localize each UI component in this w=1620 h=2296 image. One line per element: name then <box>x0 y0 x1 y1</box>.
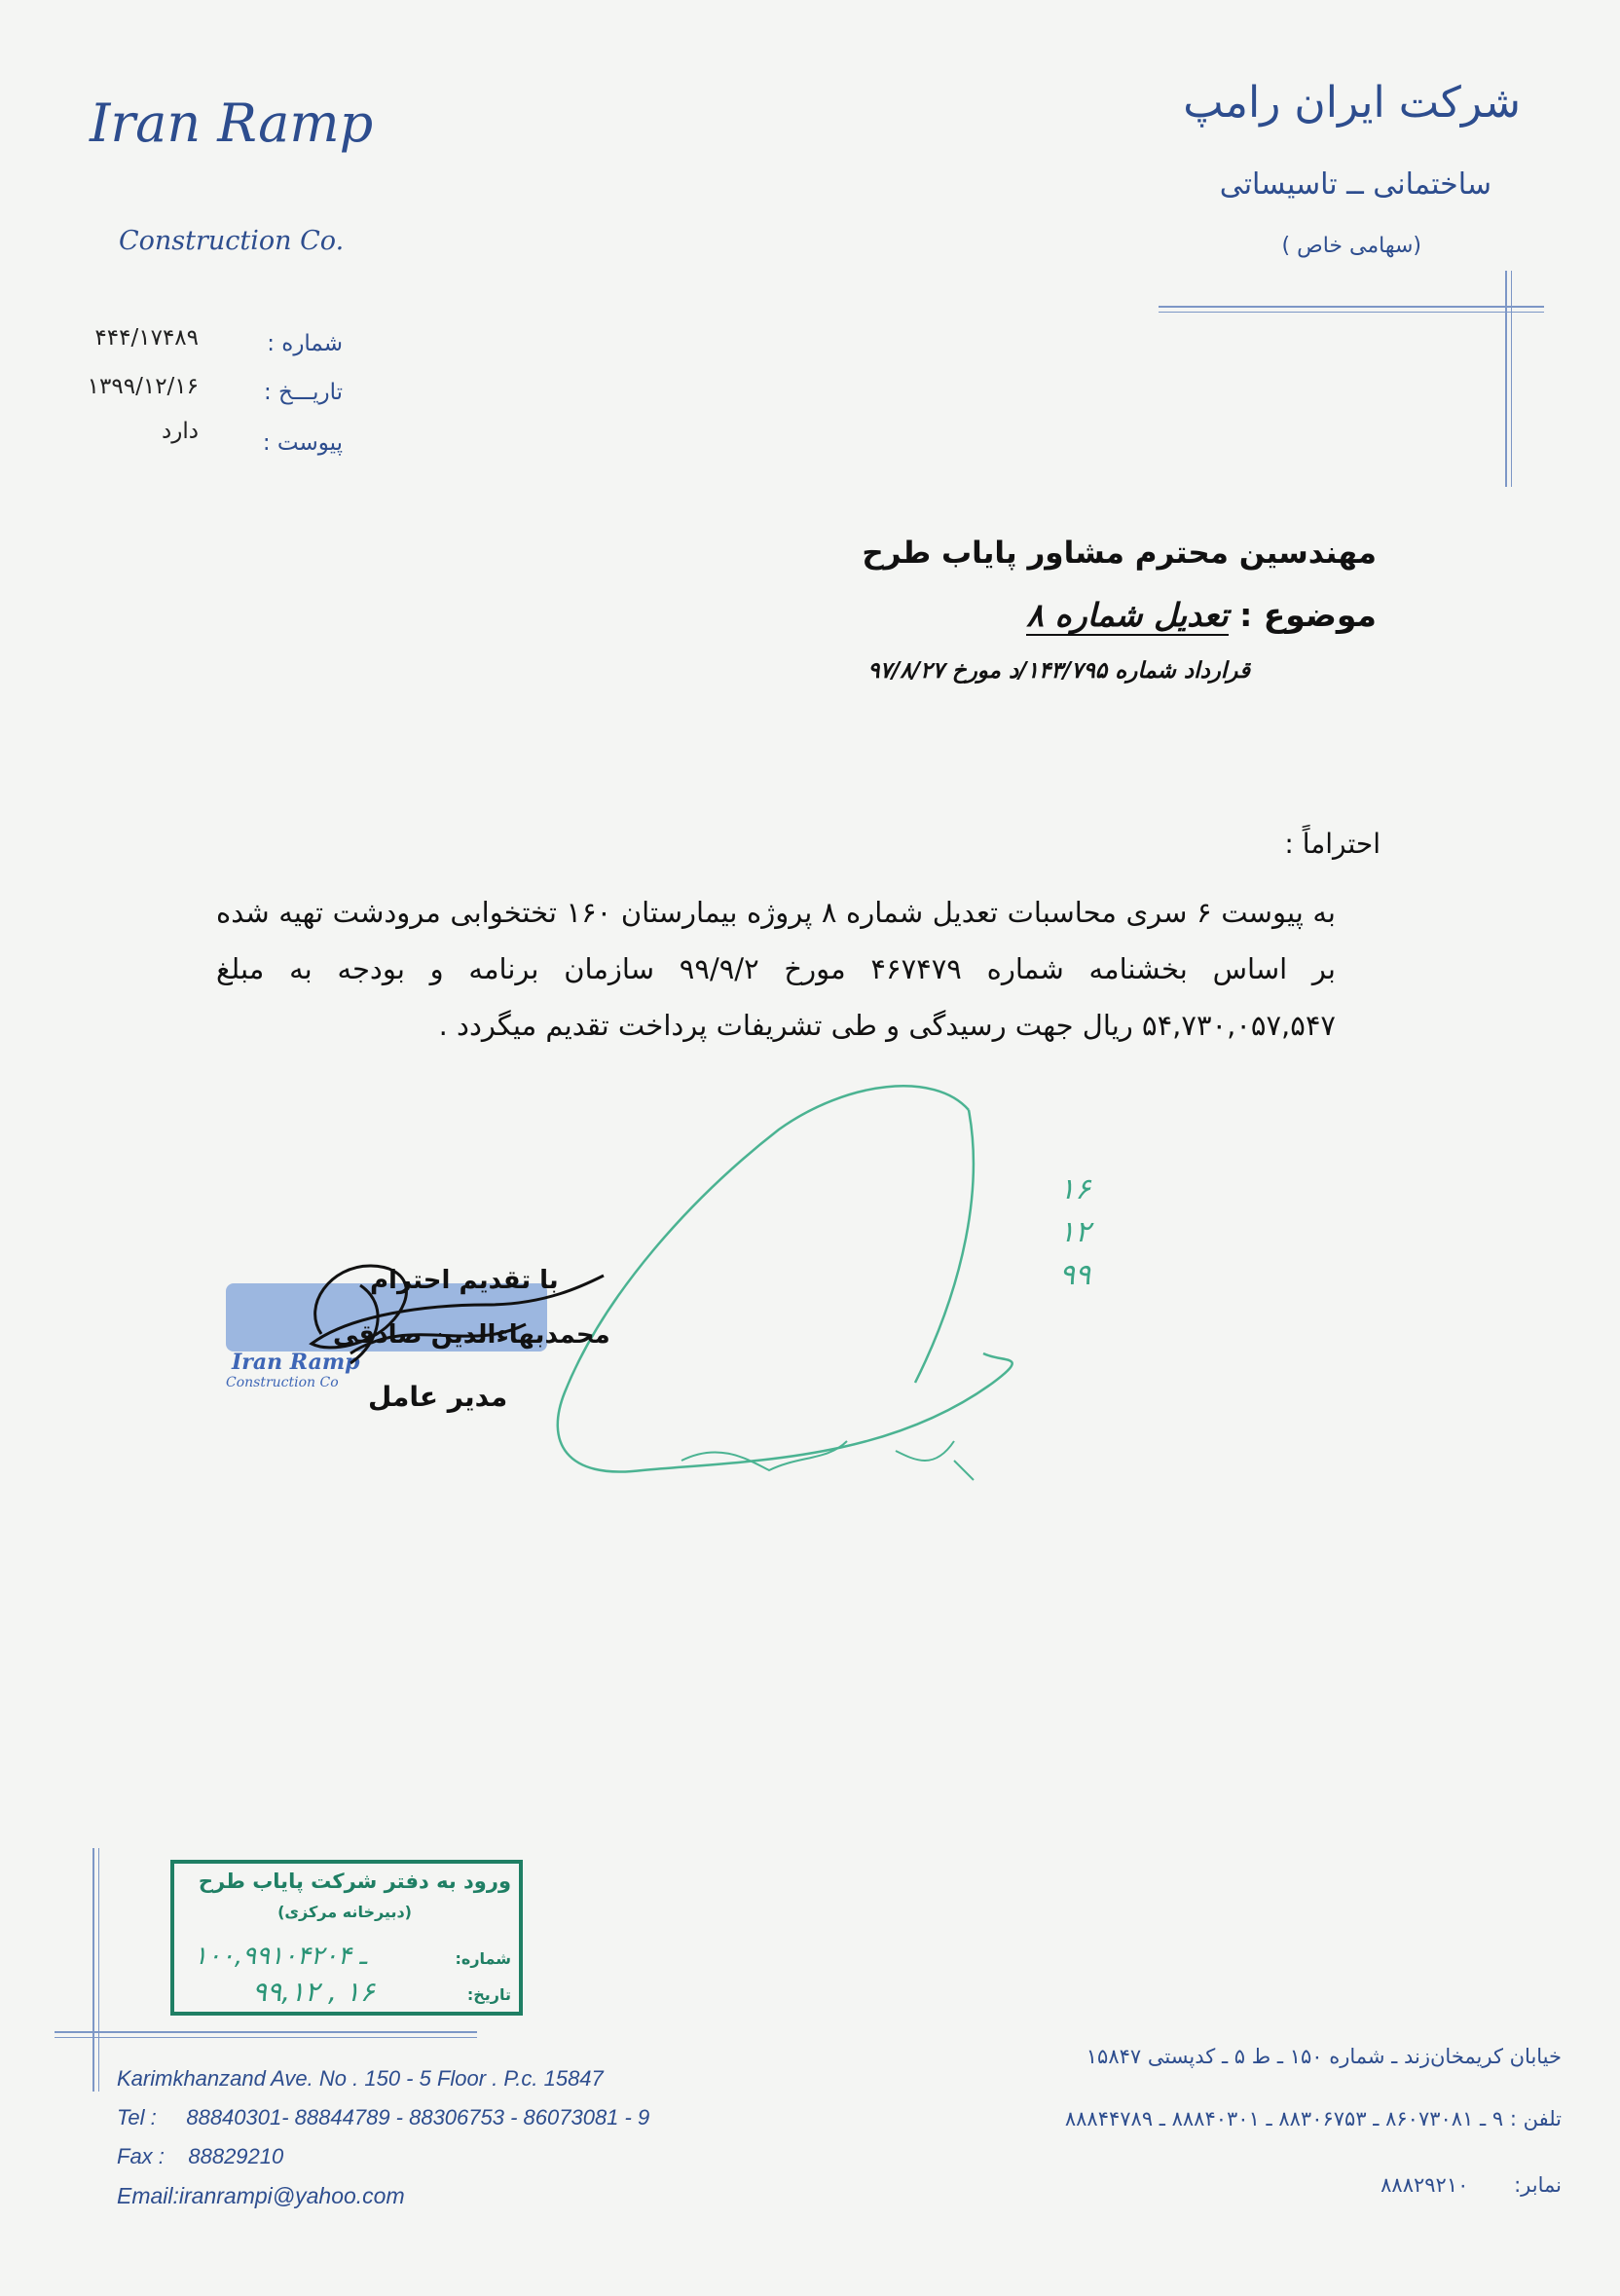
subject-label: موضوع : <box>1239 596 1377 634</box>
seal-company-subtitle: Construction Co <box>226 1375 339 1390</box>
letter-date-value: ۱۳۹۹/۱۲/۱۶ <box>87 374 199 399</box>
contract-reference: قرارداد شماره ۱۴۳/۷۹۵/د مورخ ۹۷/۸/۲۷ <box>867 658 1250 684</box>
footer-fax-value: 88829210 <box>188 2144 284 2168</box>
greeting: احتراماً : <box>1284 828 1381 860</box>
header-vertical-line <box>1505 271 1507 487</box>
recipient: مهندسین محترم مشاور پایاب طرح <box>862 536 1377 571</box>
subject-value: تعدیل شماره ۸ <box>1026 596 1229 634</box>
signer-position: مدیر عامل <box>368 1381 508 1413</box>
handwritten-day: ۱۶ <box>1059 1172 1091 1206</box>
footer-tel-fa: تلفن : ۹ ـ ۸۶۰۷۳۰۸۱ ـ ۸۸۳۰۶۷۵۳ ـ ۸۸۸۴۰۳۰۱ ـ ۸۸۸۴۴۷۸۹ <box>1064 2107 1562 2130</box>
header-divider-line-2 <box>1159 312 1544 313</box>
footer-fax-label-fa: نمابر: <box>1514 2173 1562 2197</box>
received-stamp <box>170 1860 523 2016</box>
footer-address-fa: خیابان کریمخان‌زند ـ شماره ۱۵۰ ـ ط ۵ ـ کدپستی ۱۵۸۴۷ <box>1086 2045 1562 2068</box>
received-stamp-subtitle: (دبیرخانه مرکزی) <box>277 1903 412 1921</box>
received-stamp-date-value: ۹۹,۱۲ , ۱۶ <box>252 1976 375 2008</box>
footer-vertical-line <box>92 1848 94 2092</box>
subject-line <box>1026 596 1377 634</box>
handwritten-year: ۹۹ <box>1059 1258 1091 1292</box>
footer-address-en: Karimkhanzand Ave. No . 150 - 5 Floor . P.c. 15847 <box>117 2066 604 2091</box>
company-type-fa: ساختمانی ــ تاسیساتی <box>1219 167 1491 202</box>
received-stamp-number-label: شماره: <box>455 1949 511 1968</box>
signer-name: محمدبهاءالدین صادقی <box>333 1320 610 1350</box>
footer-tel-value: 88840301- 88844789 - 88306753 - 86073081 - 9 <box>186 2105 650 2129</box>
header-divider-line <box>1159 306 1544 308</box>
footer-tel-label: Tel : <box>117 2105 157 2129</box>
letter-number-value: ۴۴۴/۱۷۴۸۹ <box>94 325 199 351</box>
letter-date-label: تاریـــخ : <box>263 380 343 405</box>
received-stamp-title: ورود به دفتر شرکت پایاب طرح <box>198 1870 511 1893</box>
company-name-fa: شرکت ایران رامپ <box>1183 78 1521 128</box>
company-share-type-fa: (سهامی خاص ) <box>1281 234 1421 258</box>
letter-number-label: شماره : <box>267 331 343 356</box>
footer-fax-label: Fax : <box>117 2144 165 2168</box>
header-vertical-line-2 <box>1511 271 1512 487</box>
footer-email[interactable]: Email:iranrampi@yahoo.com <box>117 2183 405 2208</box>
footer-divider-line-2 <box>55 2037 477 2038</box>
handwritten-date <box>1059 1168 1090 1297</box>
logo-english: Iran Ramp <box>90 93 374 154</box>
footer-vertical-line-2 <box>98 1848 99 2092</box>
received-stamp-number-value: ۱۰۰,۹۹ـ ۱۰۴۲۰۴ <box>194 1942 367 1971</box>
footer-divider-line <box>55 2031 477 2033</box>
seal-company-name: Iran Ramp <box>232 1350 360 1375</box>
footer-tel-en <box>117 2105 649 2130</box>
received-stamp-date-label: تاریخ: <box>466 1985 511 2004</box>
body-paragraph: به پیوست ۶ سری محاسبات تعدیل شماره ۸ پروژه بیمارستان ۱۶۰ تختخوابی مرودشت تهیه شده بر اساس بخشنامه شماره ۴۶۷۴۷۹ مورخ ۹۹/۹/۲ سازمان برنامه و بودجه به مبلغ ۵۴,۷۳۰,۰۵۷,۵۴۷ ریال جهت رسیدگی و طی تشریفات پرداخت تقدیم میگردد . <box>216 896 1337 1042</box>
footer-fax-en <box>117 2144 283 2169</box>
footer-fax-value-fa: ۸۸۸۲۹۲۱۰ <box>1381 2173 1469 2197</box>
attachment-label: پیوست : <box>262 430 343 456</box>
attachment-value: دارد <box>162 419 199 444</box>
handwritten-month: ۱۲ <box>1059 1215 1091 1249</box>
closing-regards: با تقدیم احترام <box>370 1266 559 1295</box>
logo-english-subtitle: Construction Co. <box>119 226 345 256</box>
footer-fax-fa <box>1381 2173 1562 2197</box>
